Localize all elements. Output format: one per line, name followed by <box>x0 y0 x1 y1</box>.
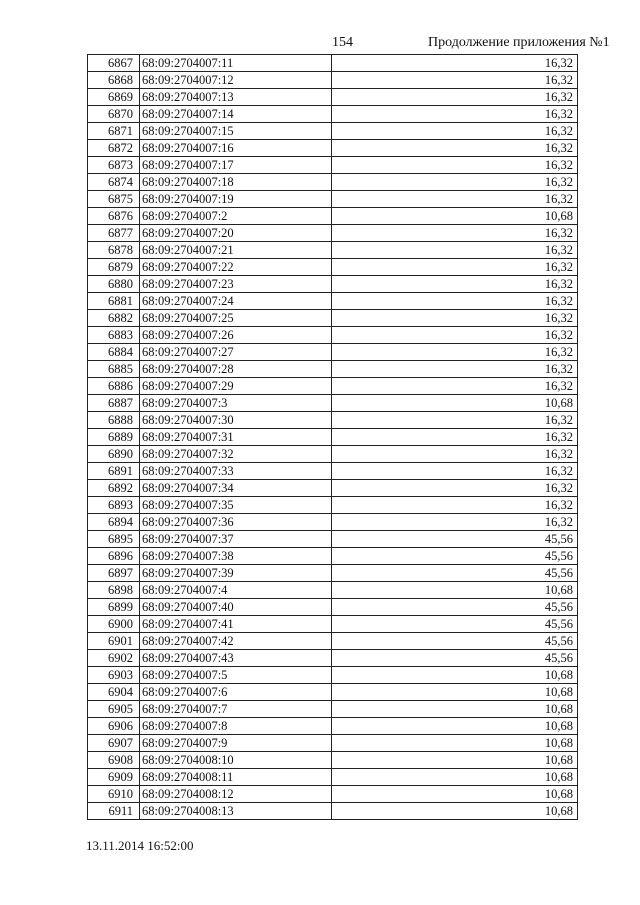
cadastral-number: 68:09:2704007:34 <box>140 480 332 497</box>
row-value: 16,32 <box>332 123 578 140</box>
row-number: 6902 <box>88 650 140 667</box>
row-value: 10,68 <box>332 582 578 599</box>
row-number: 6906 <box>88 718 140 735</box>
cadastral-number: 68:09:2704007:41 <box>140 616 332 633</box>
row-number: 6881 <box>88 293 140 310</box>
cadastral-number: 68:09:2704007:36 <box>140 514 332 531</box>
table-row <box>88 497 578 514</box>
row-number: 6879 <box>88 259 140 276</box>
cadastral-number: 68:09:2704007:11 <box>140 55 332 72</box>
row-number: 6898 <box>88 582 140 599</box>
table-row <box>88 650 578 667</box>
row-number: 6899 <box>88 599 140 616</box>
row-value: 16,32 <box>332 480 578 497</box>
cadastral-number: 68:09:2704007:12 <box>140 72 332 89</box>
table-row <box>88 514 578 531</box>
row-value: 16,32 <box>332 225 578 242</box>
table-row <box>88 616 578 633</box>
row-number: 6877 <box>88 225 140 242</box>
row-number: 6878 <box>88 242 140 259</box>
row-number: 6900 <box>88 616 140 633</box>
cadastral-number: 68:09:2704007:23 <box>140 276 332 293</box>
row-value: 45,56 <box>332 548 578 565</box>
row-value: 16,32 <box>332 191 578 208</box>
table-row <box>88 667 578 684</box>
cadastral-number: 68:09:2704007:21 <box>140 242 332 259</box>
row-number: 6909 <box>88 769 140 786</box>
cadastral-number: 68:09:2704007:7 <box>140 701 332 718</box>
cadastral-number: 68:09:2704007:22 <box>140 259 332 276</box>
table-row <box>88 803 578 820</box>
table-row <box>88 735 578 752</box>
row-value: 45,56 <box>332 565 578 582</box>
cadastral-number: 68:09:2704007:27 <box>140 344 332 361</box>
cadastral-number: 68:09:2704007:28 <box>140 361 332 378</box>
row-value: 45,56 <box>332 599 578 616</box>
row-number: 6874 <box>88 174 140 191</box>
table-row <box>88 684 578 701</box>
table-row <box>88 361 578 378</box>
table-row <box>88 276 578 293</box>
row-number: 6872 <box>88 140 140 157</box>
cadastral-number: 68:09:2704007:18 <box>140 174 332 191</box>
row-value: 16,32 <box>332 89 578 106</box>
cadastral-number: 68:09:2704008:11 <box>140 769 332 786</box>
row-value: 10,68 <box>332 701 578 718</box>
table-row <box>88 752 578 769</box>
row-value: 16,32 <box>332 446 578 463</box>
table-row <box>88 157 578 174</box>
table-row <box>88 769 578 786</box>
table-row <box>88 633 578 650</box>
row-number: 6886 <box>88 378 140 395</box>
row-value: 16,32 <box>332 429 578 446</box>
cadastral-number: 68:09:2704007:39 <box>140 565 332 582</box>
row-number: 6905 <box>88 701 140 718</box>
cadastral-number: 68:09:2704007:5 <box>140 667 332 684</box>
cadastral-number: 68:09:2704007:2 <box>140 208 332 225</box>
cadastral-number: 68:09:2704007:13 <box>140 89 332 106</box>
row-number: 6883 <box>88 327 140 344</box>
row-value: 45,56 <box>332 650 578 667</box>
row-value: 10,68 <box>332 786 578 803</box>
row-value: 16,32 <box>332 140 578 157</box>
cadastral-number: 68:09:2704007:42 <box>140 633 332 650</box>
row-number: 6894 <box>88 514 140 531</box>
table-row <box>88 548 578 565</box>
table-row <box>88 378 578 395</box>
cadastral-number: 68:09:2704008:10 <box>140 752 332 769</box>
row-number: 6885 <box>88 361 140 378</box>
table-row <box>88 701 578 718</box>
table-row <box>88 446 578 463</box>
row-number: 6892 <box>88 480 140 497</box>
table-row <box>88 55 578 72</box>
row-value: 45,56 <box>332 616 578 633</box>
table-row <box>88 310 578 327</box>
row-number: 6876 <box>88 208 140 225</box>
cadastral-number: 68:09:2704007:29 <box>140 378 332 395</box>
cadastral-number: 68:09:2704007:43 <box>140 650 332 667</box>
row-value: 10,68 <box>332 395 578 412</box>
row-number: 6888 <box>88 412 140 429</box>
table-row <box>88 480 578 497</box>
table-row <box>88 106 578 123</box>
row-value: 10,68 <box>332 752 578 769</box>
row-value: 16,32 <box>332 412 578 429</box>
cadastral-number: 68:09:2704007:14 <box>140 106 332 123</box>
table-row <box>88 395 578 412</box>
row-number: 6873 <box>88 157 140 174</box>
row-value: 16,32 <box>332 327 578 344</box>
print-timestamp: 13.11.2014 16:52:00 <box>86 838 194 853</box>
data-table <box>87 54 578 820</box>
table-row <box>88 72 578 89</box>
row-value: 45,56 <box>332 633 578 650</box>
table-row <box>88 242 578 259</box>
row-value: 16,32 <box>332 55 578 72</box>
cadastral-number: 68:09:2704007:16 <box>140 140 332 157</box>
table-row <box>88 174 578 191</box>
cadastral-number: 68:09:2704007:8 <box>140 718 332 735</box>
row-number: 6897 <box>88 565 140 582</box>
row-number: 6901 <box>88 633 140 650</box>
table-row <box>88 582 578 599</box>
row-value: 16,32 <box>332 106 578 123</box>
row-number: 6907 <box>88 735 140 752</box>
cadastral-number: 68:09:2704007:20 <box>140 225 332 242</box>
row-value: 10,68 <box>332 735 578 752</box>
cadastral-number: 68:09:2704007:37 <box>140 531 332 548</box>
row-number: 6882 <box>88 310 140 327</box>
row-number: 6896 <box>88 548 140 565</box>
row-value: 10,68 <box>332 718 578 735</box>
row-number: 6889 <box>88 429 140 446</box>
cadastral-number: 68:09:2704008:13 <box>140 803 332 820</box>
table-row <box>88 123 578 140</box>
row-number: 6910 <box>88 786 140 803</box>
row-number: 6867 <box>88 55 140 72</box>
cadastral-number: 68:09:2704007:31 <box>140 429 332 446</box>
table-row <box>88 429 578 446</box>
row-number: 6887 <box>88 395 140 412</box>
cadastral-number: 68:09:2704007:15 <box>140 123 332 140</box>
cadastral-number: 68:09:2704007:6 <box>140 684 332 701</box>
row-value: 16,32 <box>332 242 578 259</box>
row-number: 6908 <box>88 752 140 769</box>
table-body <box>88 55 578 820</box>
table-row <box>88 225 578 242</box>
table-row <box>88 140 578 157</box>
row-value: 16,32 <box>332 72 578 89</box>
row-number: 6895 <box>88 531 140 548</box>
row-number: 6903 <box>88 667 140 684</box>
row-value: 16,32 <box>332 463 578 480</box>
table-row <box>88 412 578 429</box>
table-row <box>88 344 578 361</box>
cadastral-number: 68:09:2704007:3 <box>140 395 332 412</box>
row-number: 6869 <box>88 89 140 106</box>
cadastral-number: 68:09:2704007:17 <box>140 157 332 174</box>
cadastral-number: 68:09:2704007:4 <box>140 582 332 599</box>
row-value: 45,56 <box>332 531 578 548</box>
row-value: 16,32 <box>332 259 578 276</box>
row-value: 10,68 <box>332 684 578 701</box>
row-number: 6870 <box>88 106 140 123</box>
cadastral-number: 68:09:2704007:19 <box>140 191 332 208</box>
cadastral-number: 68:09:2704007:25 <box>140 310 332 327</box>
row-value: 16,32 <box>332 174 578 191</box>
cadastral-number: 68:09:2704007:24 <box>140 293 332 310</box>
table-row <box>88 89 578 106</box>
row-number: 6871 <box>88 123 140 140</box>
continuation-heading: Продолжение приложения №1 <box>428 35 610 50</box>
cadastral-number: 68:09:2704007:40 <box>140 599 332 616</box>
table-row <box>88 293 578 310</box>
row-value: 16,32 <box>332 276 578 293</box>
row-value: 16,32 <box>332 361 578 378</box>
cadastral-number: 68:09:2704008:12 <box>140 786 332 803</box>
row-value: 16,32 <box>332 293 578 310</box>
row-value: 16,32 <box>332 344 578 361</box>
cadastral-number: 68:09:2704007:33 <box>140 463 332 480</box>
table-row <box>88 718 578 735</box>
row-value: 10,68 <box>332 667 578 684</box>
row-value: 10,68 <box>332 803 578 820</box>
row-value: 16,32 <box>332 514 578 531</box>
row-number: 6880 <box>88 276 140 293</box>
table-row <box>88 463 578 480</box>
row-value: 16,32 <box>332 378 578 395</box>
row-value: 10,68 <box>332 208 578 225</box>
table-row <box>88 259 578 276</box>
row-number: 6875 <box>88 191 140 208</box>
table-row <box>88 327 578 344</box>
row-number: 6890 <box>88 446 140 463</box>
table-row <box>88 531 578 548</box>
row-number: 6868 <box>88 72 140 89</box>
row-value: 16,32 <box>332 310 578 327</box>
cadastral-number: 68:09:2704007:38 <box>140 548 332 565</box>
row-number: 6884 <box>88 344 140 361</box>
table-row <box>88 599 578 616</box>
page-number: 154 <box>332 35 353 50</box>
row-number: 6893 <box>88 497 140 514</box>
table-row <box>88 565 578 582</box>
cadastral-number: 68:09:2704007:32 <box>140 446 332 463</box>
row-value: 16,32 <box>332 157 578 174</box>
table-row <box>88 208 578 225</box>
row-number: 6911 <box>88 803 140 820</box>
cadastral-number: 68:09:2704007:30 <box>140 412 332 429</box>
row-value: 10,68 <box>332 769 578 786</box>
table-row <box>88 786 578 803</box>
row-number: 6891 <box>88 463 140 480</box>
cadastral-number: 68:09:2704007:35 <box>140 497 332 514</box>
cadastral-number: 68:09:2704007:26 <box>140 327 332 344</box>
row-value: 16,32 <box>332 497 578 514</box>
cadastral-number: 68:09:2704007:9 <box>140 735 332 752</box>
row-number: 6904 <box>88 684 140 701</box>
table-row <box>88 191 578 208</box>
